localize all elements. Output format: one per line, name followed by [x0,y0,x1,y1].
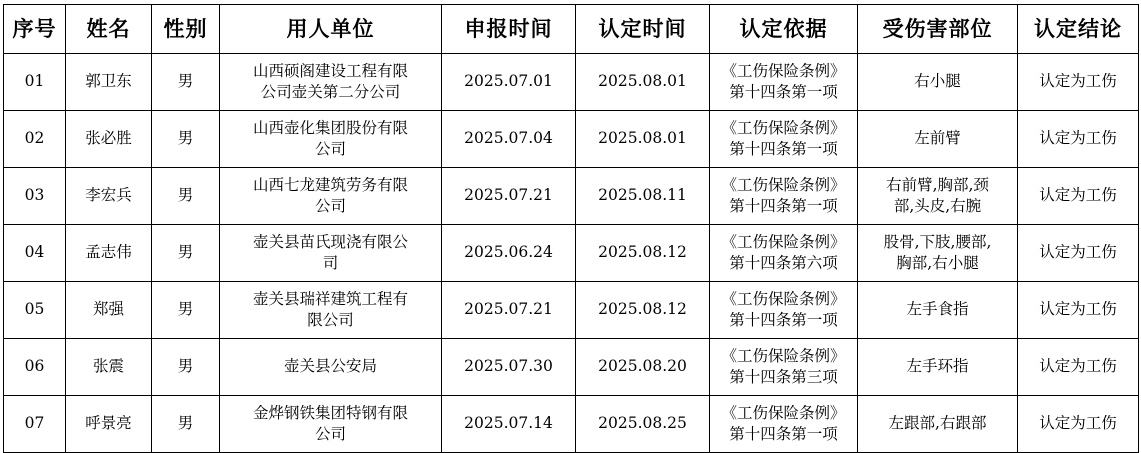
cell-employer-unit-line1: 山西壶化集团股份有限 [252,118,408,137]
cell-basis-line2: 第十四条第六项 [729,254,838,272]
cell-employer-unit-line2: 公司 [314,140,346,158]
cell-injury-part-line1: 左前臂 [914,129,961,148]
cell-name: 张震 [66,339,152,396]
cell-name: 孟志伟 [66,225,152,282]
column-header-injury-part: 受伤害部位 [858,5,1018,54]
cell-basis-line2: 第十四条第一项 [729,425,838,443]
cell-apply-date: 2025.07.01 [442,54,576,111]
cell-employer-unit-line1: 金烨钢铁集团特钢有限 [252,403,408,422]
cell-confirm-date: 2025.08.25 [576,396,710,453]
cell-basis [710,396,858,453]
cell-basis [710,168,858,225]
cell-employer-unit-line2: 司 [322,254,339,272]
cell-apply-date: 2025.06.24 [442,225,576,282]
cell-basis-line1: 《工伤保险条例》 [721,61,846,80]
column-header-confirm-date: 认定时间 [576,5,710,54]
cell-confirm-date: 2025.08.01 [576,54,710,111]
cell-basis-line1: 《工伤保险条例》 [721,346,846,365]
cell-basis-line1: 《工伤保险条例》 [721,403,846,422]
cell-employer-unit [220,225,442,282]
cell-employer-unit-line2: 公司壶关第二分公司 [260,83,401,101]
cell-conclusion: 认定为工伤 [1018,396,1139,453]
cell-confirm-date: 2025.08.12 [576,282,710,339]
cell-injury-part [858,225,1018,282]
cell-injury-part [858,282,1018,339]
cell-name: 郑强 [66,282,152,339]
cell-apply-date: 2025.07.21 [442,282,576,339]
cell-gender: 男 [152,54,220,111]
cell-employer-unit-line1: 山西硕阁建设工程有限 [252,61,408,80]
cell-name: 张必胜 [66,111,152,168]
cell-employer-unit [220,111,442,168]
cell-basis-line2: 第十四条第一项 [729,140,838,158]
cell-employer-unit-line1: 壶关县公安局 [283,357,377,376]
cell-gender: 男 [152,111,220,168]
cell-injury-part [858,111,1018,168]
cell-injury-part-line2: 部,头皮,右腕 [893,197,982,215]
cell-injury-part [858,339,1018,396]
cell-apply-date: 2025.07.14 [442,396,576,453]
cell-gender: 男 [152,396,220,453]
cell-basis [710,339,858,396]
cell-id: 05 [4,282,66,339]
table-header-row [4,5,1139,54]
document-sheet [0,4,1141,453]
cell-id: 03 [4,168,66,225]
cell-gender: 男 [152,168,220,225]
cell-name: 郭卫东 [66,54,152,111]
table-row [4,225,1139,282]
cell-injury-part-line2: 胸部,右小腿 [896,254,979,272]
cell-conclusion: 认定为工伤 [1018,111,1139,168]
cell-injury-part-line1: 右前臂,胸部,颈 [886,175,989,194]
cell-injury-part-line1: 左手食指 [906,300,969,319]
cell-gender: 男 [152,339,220,396]
table-row [4,168,1139,225]
cell-gender: 男 [152,282,220,339]
cell-employer-unit [220,54,442,111]
cell-apply-date: 2025.07.04 [442,111,576,168]
cell-confirm-date: 2025.08.20 [576,339,710,396]
cell-employer-unit [220,396,442,453]
cell-conclusion: 认定为工伤 [1018,282,1139,339]
cell-apply-date: 2025.07.30 [442,339,576,396]
cell-basis [710,111,858,168]
cell-basis-line1: 《工伤保险条例》 [721,118,846,137]
cell-conclusion: 认定为工伤 [1018,225,1139,282]
cell-employer-unit-line2: 限公司 [307,311,354,329]
cell-conclusion: 认定为工伤 [1018,339,1139,396]
cell-conclusion: 认定为工伤 [1018,168,1139,225]
cell-injury-part [858,168,1018,225]
cell-employer-unit-line1: 壶关县瑞祥建筑工程有 [252,289,408,308]
cell-id: 01 [4,54,66,111]
table-row [4,339,1139,396]
cell-basis-line2: 第十四条第一项 [729,197,838,215]
cell-basis-line1: 《工伤保险条例》 [721,289,846,308]
cell-conclusion: 认定为工伤 [1018,54,1139,111]
work-injury-determination-table [3,4,1139,453]
cell-injury-part [858,54,1018,111]
cell-injury-part-line1: 股骨,下肢,腰部, [883,232,992,251]
cell-id: 04 [4,225,66,282]
cell-id: 06 [4,339,66,396]
cell-confirm-date: 2025.08.12 [576,225,710,282]
table-row [4,111,1139,168]
cell-confirm-date: 2025.08.01 [576,111,710,168]
cell-employer-unit [220,168,442,225]
cell-employer-unit [220,282,442,339]
cell-basis [710,225,858,282]
cell-injury-part-line1: 左跟部,右跟部 [888,414,987,433]
column-header-id: 序号 [4,5,66,54]
cell-confirm-date: 2025.08.11 [576,168,710,225]
cell-id: 07 [4,396,66,453]
column-header-conclusion: 认定结论 [1018,5,1139,54]
cell-basis-line1: 《工伤保险条例》 [721,232,846,251]
table-row [4,282,1139,339]
cell-employer-unit [220,339,442,396]
cell-basis [710,54,858,111]
column-header-apply-date: 申报时间 [442,5,576,54]
table-row [4,54,1139,111]
cell-name: 呼景亮 [66,396,152,453]
cell-gender: 男 [152,225,220,282]
cell-basis-line2: 第十四条第一项 [729,311,838,329]
cell-name: 李宏兵 [66,168,152,225]
cell-basis-line2: 第十四条第三项 [729,368,838,386]
cell-injury-part-line1: 右小腿 [914,72,961,91]
cell-id: 02 [4,111,66,168]
cell-basis-line1: 《工伤保险条例》 [721,175,846,194]
cell-employer-unit-line1: 壶关县苗氏现浇有限公 [252,232,408,251]
column-header-employer-unit: 用人单位 [220,5,442,54]
cell-basis-line2: 第十四条第一项 [729,83,838,101]
cell-employer-unit-line2: 公司 [314,425,346,443]
column-header-gender: 性别 [152,5,220,54]
column-header-name: 姓名 [66,5,152,54]
column-header-basis: 认定依据 [710,5,858,54]
table-row [4,396,1139,453]
cell-injury-part-line1: 左手环指 [906,357,969,376]
cell-basis [710,282,858,339]
cell-employer-unit-line2: 公司 [314,197,346,215]
cell-employer-unit-line1: 山西七龙建筑劳务有限 [252,175,408,194]
cell-injury-part [858,396,1018,453]
cell-apply-date: 2025.07.21 [442,168,576,225]
